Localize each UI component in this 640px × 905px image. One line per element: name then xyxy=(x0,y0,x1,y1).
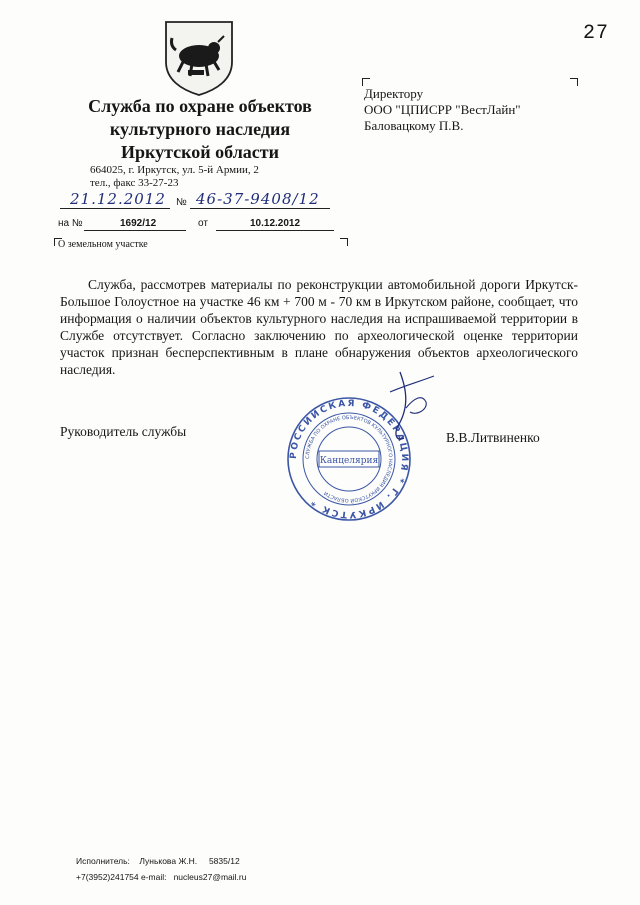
org-name-line2: культурного наследия xyxy=(109,119,291,139)
subject-bracket-right xyxy=(340,238,348,246)
recipient-name: Баловацкому П.В. xyxy=(364,118,464,133)
stamp-inner-text: СЛУЖБА ПО ОХРАНЕ ОБЪЕКТОВ КУЛЬТУРНОГО НАСЛЕДИЯ ИРКУТСКОЙ ОБЛАСТИ xyxy=(304,414,394,504)
org-name-line3: Иркутской области xyxy=(120,142,280,162)
letter-body: Служба, рассмотрев материалы по реконструкции автомобильной дороги Иркутск-Большое Голоустное на участке 46 км + 700 м - 70 км в Иркутском районе, сообщает, что информация о наличии объектов культурного наследия на испрашиваемой территории в Службе отсутствует. Согласно заключению по археологической оценке территории участок признан бесперспективным в плане обнаружения объектов археологического наследия. xyxy=(60,277,578,377)
recipient-title: Директору xyxy=(364,86,424,101)
recipient-bracket-right xyxy=(570,78,578,86)
org-name-line1: Служба по охране объектов xyxy=(88,96,312,116)
org-address: 664025, г. Иркутск, ул. 5-й Армии, 2 xyxy=(90,164,259,176)
outgoing-number-label: № xyxy=(176,197,187,208)
signer-position: Руководитель службы xyxy=(60,424,187,439)
footer-block xyxy=(76,853,246,885)
stamp-outer-text: РОССИЙСКАЯ ФЕДЕРАЦИЯ * Г. ИРКУТСК * xyxy=(288,398,410,520)
reference-number-label: на № xyxy=(58,218,83,229)
signer-name: В.В.Литвиненко xyxy=(446,430,540,445)
subject-line: О земельном участке xyxy=(58,239,148,250)
outgoing-date-line xyxy=(60,208,170,209)
organization-name xyxy=(60,95,340,164)
footer-executor: Исполнитель: Лунькова Ж.Н. 5835/12 xyxy=(76,856,240,866)
footer-contacts: +7(3952)241754 e-mail: nucleus27@mail.ru xyxy=(76,872,247,882)
reference-number: 1692/12 xyxy=(120,218,157,229)
reference-date-line xyxy=(216,230,334,231)
handwritten-signature xyxy=(376,368,446,446)
outgoing-number: 46-37-9408/12 xyxy=(196,190,320,208)
stamp-center-text: Канцелярия xyxy=(319,456,379,466)
recipient-bracket-left xyxy=(362,78,370,86)
reference-date: 10.12.2012 xyxy=(250,218,301,229)
org-phone: тел., факс 33-27-23 xyxy=(90,177,179,189)
reference-number-line xyxy=(84,230,186,231)
reference-from-label: от xyxy=(198,218,208,229)
recipient-block xyxy=(364,86,521,134)
outgoing-number-line xyxy=(190,208,330,209)
recipient-company: ООО "ЦПИСРР "ВестЛайн" xyxy=(364,102,521,117)
org-address-block xyxy=(90,164,259,190)
page-number: 27 xyxy=(583,22,610,45)
coat-of-arms-emblem xyxy=(158,18,240,98)
outgoing-date: 21.12.2012 xyxy=(70,190,166,208)
